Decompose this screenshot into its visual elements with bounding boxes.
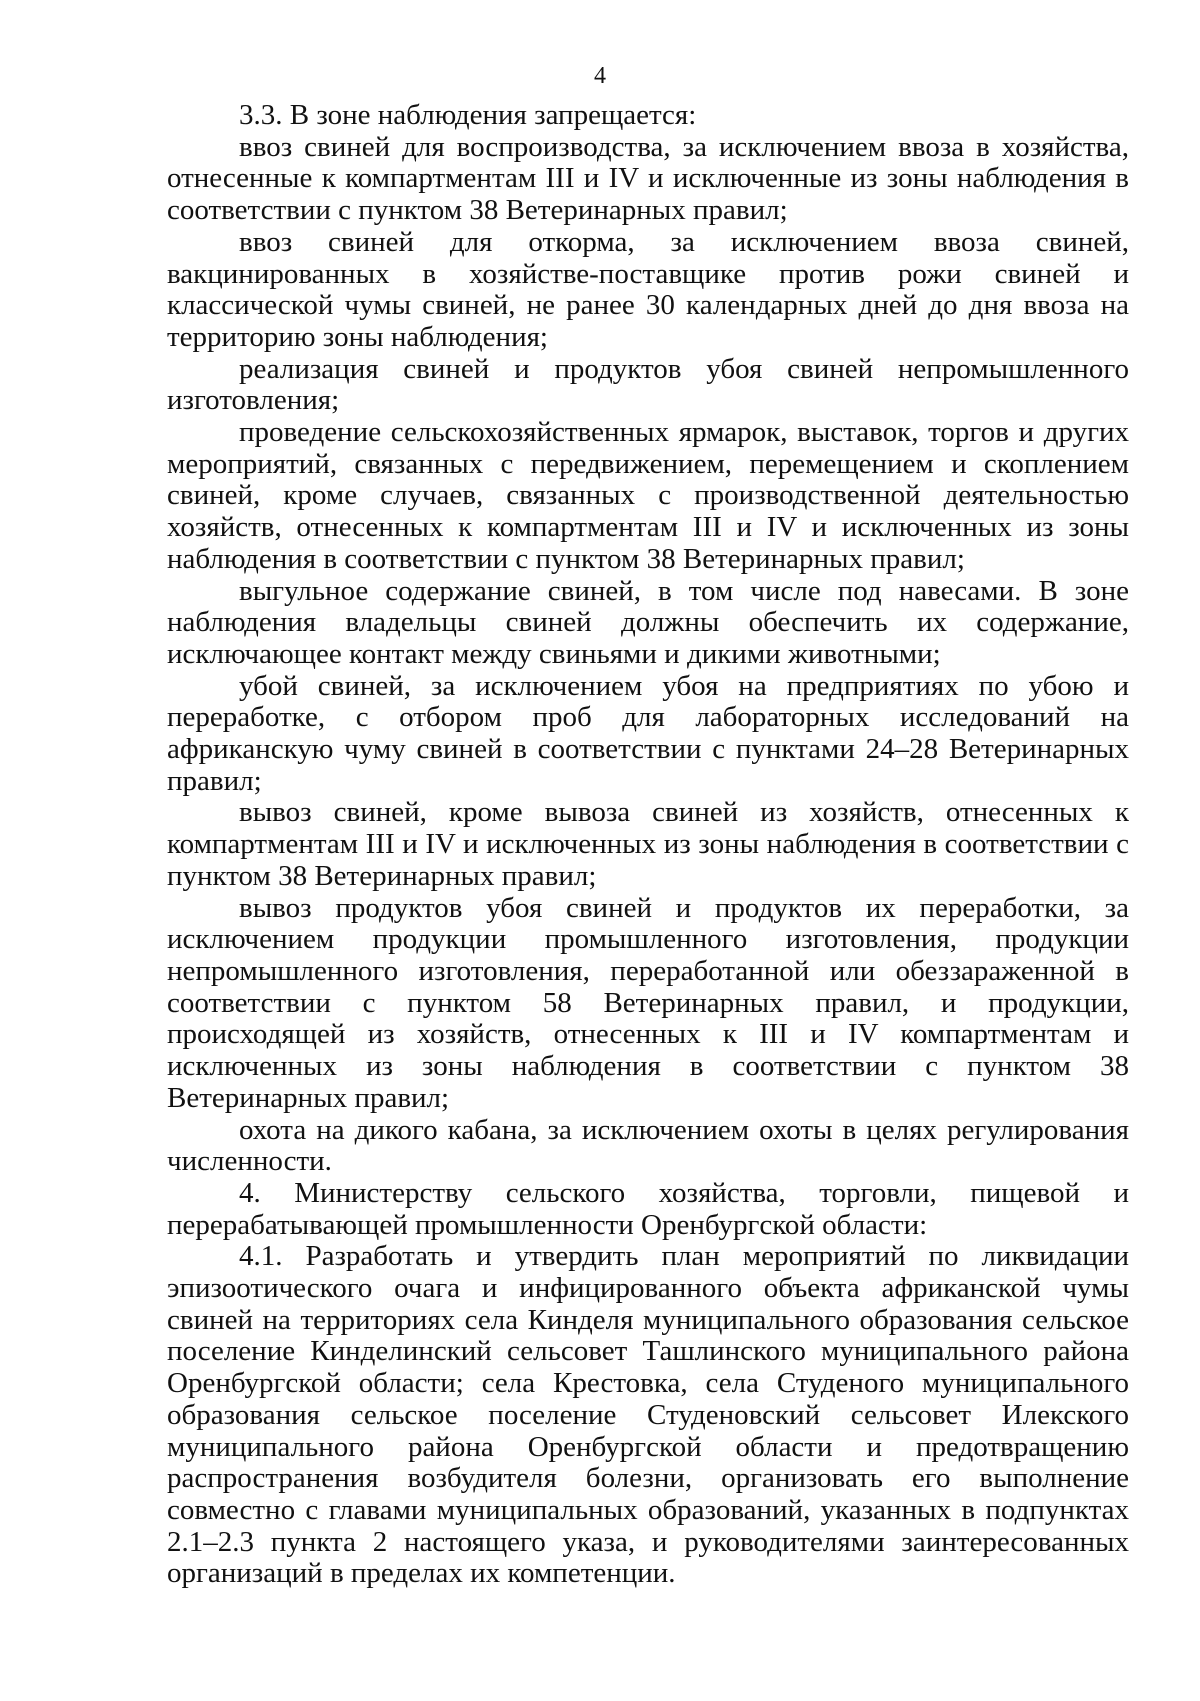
paragraph-sale-products: реализация свиней и продуктов убоя свиней непромышленного изготовления; [167,352,1129,417]
paragraph-slaughter: убой свиней, за исключением убоя на предприятиях по убою и переработке, с отбором проб для лабораторных исследований на африканскую чуму свиней в соответствии с пунктами 24–28 Ветеринарных правил; [167,669,1129,797]
paragraph-4-ministry: 4. Министерству сельского хозяйства, торговли, пищевой и перерабатывающей промышленности Оренбургской области: [167,1176,1129,1241]
paragraph-hunting: охота на дикого кабана, за исключением охоты в целях регулирования численности. [167,1113,1129,1178]
page-number: 4 [594,63,606,89]
paragraph-fairs-exhibitions: проведение сельскохозяйственных ярмарок, выставок, торгов и других мероприятий, связанных с передвижением, перемещением и скоплением свиней, кроме случаев, связанных с производственной деятельностью хозяйств, отнесенных к компартментам III и IV и исключенных из зоны наблюдения в соответствии с пунктом 38 Ветеринарных правил; [167,416,1129,575]
paragraph-4-1-plan: 4.1. Разработать и утвердить план мероприятий по ликвидации эпизоотического очага и инфицированного объекта африканской чумы свиней на территориях села Кинделя муниципального образования сельское поселение Кинделинский сельсовет Ташлинского муниципального района Оренбургской области; села Крестовка, села Студеного муниципального образования сельское поселение Студеновский сельсовет Илекского муниципального района Оренбургской области и предотвращению распространения возбудителя болезни, организовать его выполнение совместно с главами муниципальных образований, указанных в подпунктах 2.1–2.3 пункта 2 настоящего указа, и руководителями заинтересованных организаций в пределах их компетенции. [167,1240,1129,1590]
paragraph-fattening-import: ввоз свиней для откорма, за исключением ввоза свиней, вакцинированных в хозяйстве-поставщике против рожи свиней и классической чумы свиней, не ранее 30 календарных дней до дня ввоза на территорию зоны наблюдения; [167,225,1129,353]
paragraph-breeding-import: ввоз свиней для воспроизводства, за исключением ввоза в хозяйства, отнесенные к компартментам III и IV и исключенные из зоны наблюдения в соответствии с пунктом 38 Ветеринарных правил; [167,130,1129,227]
document-body [167,100,1129,1590]
paragraph-pig-export: вывоз свиней, кроме вывоза свиней из хозяйств, отнесенных к компартментам III и IV и исключенных из зоны наблюдения в соответствии с пунктом 38 Ветеринарных правил; [167,796,1129,892]
paragraph-3-3-heading: 3.3. В зоне наблюдения запрещается: [239,99,697,131]
paragraph-free-range: выгульное содержание свиней, в том числе под навесами. В зоне наблюдения владельцы свиней должны обеспечить их содержание, исключающее контакт между свиньями и дикими животными; [167,574,1129,670]
paragraph-product-export: вывоз продуктов убоя свиней и продуктов их переработки, за исключением продукции промышленного изготовления, продукции непромышленного изготовления, переработанной или обеззараженной в соответствии с пунктом 58 Ветеринарных правил, и продукции, происходящей из хозяйств, отнесенных к III и IV компартментам и исключенных из зоны наблюдения в соответствии с пунктом 38 Ветеринарных правил; [167,891,1129,1114]
